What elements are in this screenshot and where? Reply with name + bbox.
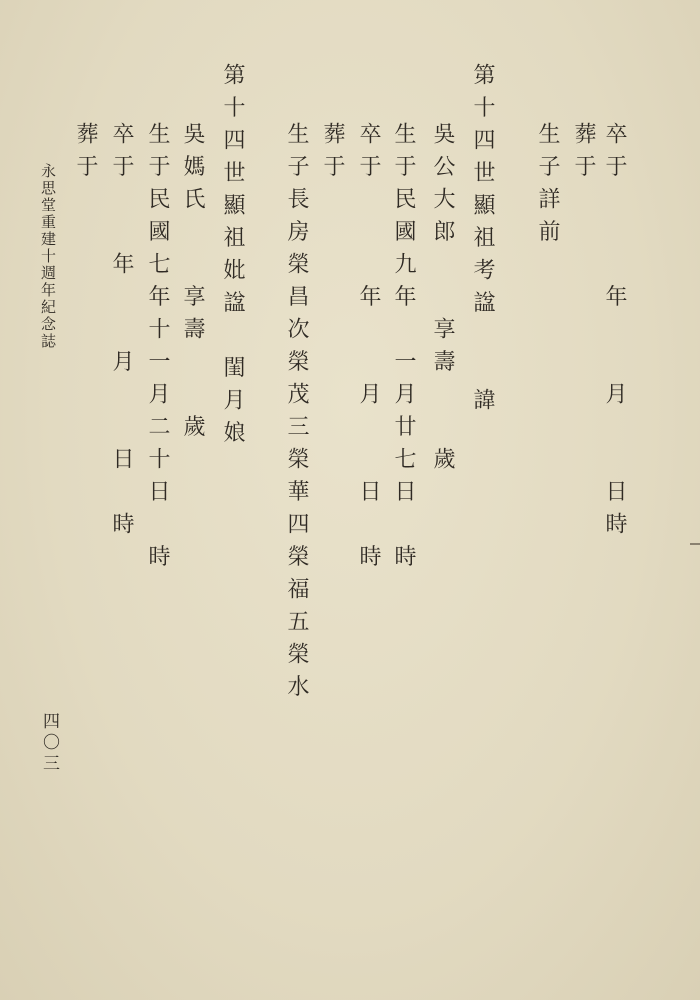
text-column: 葬于 [73,122,98,187]
text-column: 生子長房榮昌次榮茂三榮華四榮福五榮水 [284,122,309,707]
text-column: 葬于 [571,122,596,187]
edge-mark [690,543,700,545]
text-column: 卒于 年 月 日 時 [109,122,134,545]
text-column: 第十四世顯祖妣諡 閨月娘 [220,63,245,453]
text-column: 吳公大郎 享壽 歲 [430,122,455,480]
text-column: 葬于 [320,122,345,187]
text-column: 第十四世顯祖考諡 諱 [470,63,495,421]
text-column: 卒于 年 月 日 時 [356,122,381,577]
text-column: 生子詳前 [535,122,560,252]
text-column: 生于民國九年 一月廿七日 時 [391,122,416,577]
page-number: 四〇三 [39,712,59,775]
text-column: 吳媽氏 享壽 歲 [180,122,205,447]
text-column: 卒于 年 月 日時 [602,122,627,545]
side-title: 永思堂重建十週年紀念誌 [39,163,57,350]
text-column: 生于民國七年十一月二十日 時 [145,122,170,577]
